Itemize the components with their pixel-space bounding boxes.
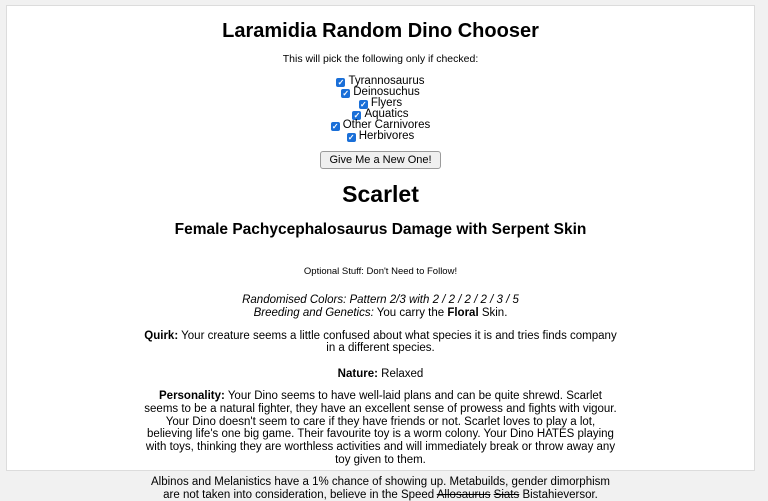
nature-line	[144, 368, 618, 381]
footer-strike-siats: Siats	[493, 488, 520, 501]
footer-note	[144, 476, 618, 501]
personality-paragraph	[144, 390, 618, 467]
dino-description-heading: Female Pachycephalosaurus Damage with Serpent Skin	[174, 221, 587, 238]
nature-text: Relaxed	[377, 368, 424, 381]
breeding-line	[144, 307, 618, 320]
breeding-label: Breeding and Genetics:	[253, 306, 374, 319]
checkmark-icon: ✓	[342, 89, 350, 98]
nature-label: Nature:	[337, 368, 378, 381]
footer-strike-allosaurus: Allosaurus	[436, 488, 491, 501]
species-checkbox-list	[7, 76, 754, 142]
page-content	[6, 5, 755, 501]
footer-pre: Albinos and Melanistics have a 1% chance of showing up. Metabuilds, gender dimorphism are not taken into consideration, believe in the Speed	[151, 475, 610, 501]
checkbox-herbivores[interactable]	[347, 133, 356, 142]
quirk-label: Quirk:	[144, 329, 179, 342]
personality-text: Your Dino seems to have well-laid plans and can be quite shrewd. Scarlet seems to be a natural fighter, they have an excellent sense of prowess and fights with vigour. Your Dino doesn't seem to care if they have friends or not. Scarlet loves to play a lot, believing life's one big game. Their favourite toy is a worm colony. Your Dino HATES playing with toys, thinking they are worthless activities and will immediately break or throw away any toy given to them.	[144, 389, 617, 466]
checkmark-icon: ✓	[353, 111, 361, 120]
breeding-skin: Floral	[447, 306, 479, 319]
give-me-a-new-one-button[interactable]: Give Me a New One!	[320, 151, 440, 169]
checkbox-label: Tyrannosaurus	[348, 75, 425, 87]
footer-post: Bistahieversor.	[519, 488, 598, 501]
breeding-post: Skin.	[478, 306, 508, 319]
personality-label: Personality:	[159, 389, 225, 402]
checkbox-label: Aquatics	[364, 108, 409, 120]
quirk-text: Your creature seems a little confused about what species it is and tries finds company in a different species.	[178, 329, 617, 355]
checkmark-icon: ✓	[359, 100, 367, 109]
checkbox-label: Herbivores	[358, 130, 415, 142]
checkbox-label: Deinosuchus	[353, 86, 420, 98]
checkbox-label: Flyers	[370, 97, 403, 109]
randomised-colors-line: Randomised Colors: Pattern 2/3 with 2 / 2 / 2 / 2 / 3 / 5	[242, 294, 519, 306]
checkmark-icon: ✓	[337, 78, 345, 87]
quirk-paragraph	[144, 330, 618, 356]
intro-text: This will pick the following only if checked:	[282, 53, 479, 65]
breeding-pre: You carry the	[373, 306, 448, 319]
checkbox-row-herbivores	[7, 131, 754, 142]
checkmark-icon: ✓	[331, 122, 339, 131]
genetics-section	[144, 294, 618, 320]
checkbox-other-carnivores[interactable]	[331, 122, 340, 131]
dino-name-heading: Scarlet	[342, 181, 419, 207]
checkbox-deinosuchus[interactable]	[341, 89, 350, 98]
checkbox-tyrannosaurus[interactable]	[336, 78, 345, 87]
checkmark-icon: ✓	[347, 133, 355, 142]
checkbox-label: Other Carnivores	[342, 119, 431, 131]
optional-note: Optional Stuff: Don't Need to Follow!	[303, 266, 458, 277]
page-title: Laramidia Random Dino Chooser	[222, 20, 539, 42]
